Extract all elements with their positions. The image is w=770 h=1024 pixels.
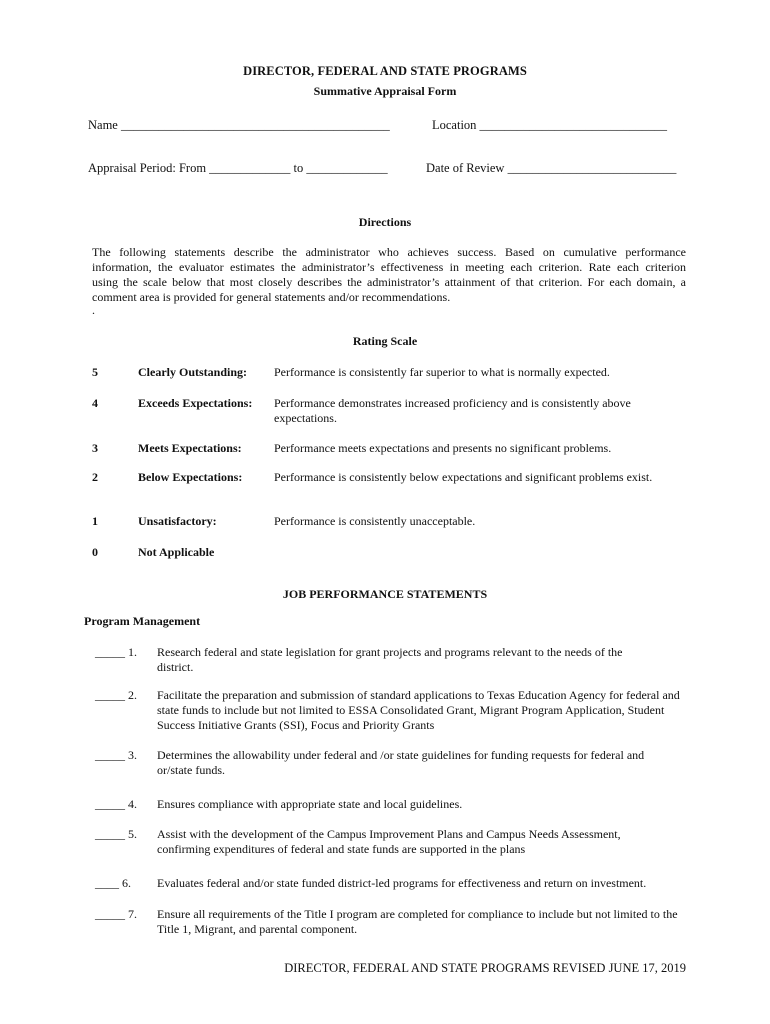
rating-description: Performance is consistently below expectations and significant problems exist. xyxy=(274,470,653,484)
statement-text: Evaluates federal and/or state funded district-led programs for effectiveness and return on investment. xyxy=(157,876,647,890)
rating-score: 0 xyxy=(92,545,98,559)
location-field[interactable]: Location ______________________________ xyxy=(432,118,668,132)
statement-text: Determines the allowability under federal and /or state guidelines for funding requests for federal and or/state funds. xyxy=(157,748,645,777)
rating-description: Performance meets expectations and presents no significant problems. xyxy=(274,441,612,455)
directions-line: comment area is provided for general statements and/or recommendations. xyxy=(92,290,451,304)
rating-label: Meets Expectations: xyxy=(138,441,242,455)
rating-label: Exceeds Expectations: xyxy=(138,396,253,410)
statement-text: Facilitate the preparation and submission of standard applications to Texas Education Agency for federal and state funds to include but not limited to ESSA Consolidated Grant, Migrant Program Application, Student Success Initiative Grants (SSI), Focus and Priority Grants xyxy=(157,688,680,732)
rating-blank[interactable]: _____ 2. xyxy=(95,688,137,702)
date-of-review-field[interactable]: Date of Review ___________________________ xyxy=(426,161,677,175)
rating-blank[interactable]: _____ 5. xyxy=(95,827,137,841)
job-performance-heading: JOB PERFORMANCE STATEMENTS xyxy=(282,587,488,601)
rating-blank[interactable]: _____ 3. xyxy=(95,748,137,762)
rating-description: Performance demonstrates increased proficiency and is consistently above expectations. xyxy=(274,396,631,425)
statement-text: Research federal and state legislation for grant projects and programs relevant to the needs of the district. xyxy=(157,645,623,674)
rating-score: 5 xyxy=(92,365,98,379)
rating-scale-heading: Rating Scale xyxy=(352,334,418,348)
statement-text: Ensures compliance with appropriate state and local guidelines. xyxy=(157,797,463,811)
rating-score: 2 xyxy=(92,470,98,484)
section-heading: Program Management xyxy=(84,614,201,628)
directions-line: using the scale below that most closely describes the administrator’s attainment of that criterion. For each domain, a xyxy=(92,275,686,289)
statement-text: Assist with the development of the Campus Improvement Plans and Campus Needs Assessment, confirming expenditures of federal and state funds are supported in the plans xyxy=(157,827,621,856)
rating-score: 1 xyxy=(92,514,98,528)
directions-paragraph xyxy=(92,245,686,305)
rating-label: Not Applicable xyxy=(138,545,215,559)
rating-score: 4 xyxy=(92,396,98,410)
rating-blank[interactable]: _____ 4. xyxy=(95,797,137,811)
rating-score: 3 xyxy=(92,441,98,455)
rating-label: Clearly Outstanding: xyxy=(138,365,248,379)
rating-label: Unsatisfactory: xyxy=(138,514,217,528)
directions-line: The following statements describe the administrator who achieves success. Based on cumulative performance xyxy=(92,245,686,259)
rating-description: Performance is consistently unacceptable. xyxy=(274,514,476,528)
rating-blank[interactable]: _____ 7. xyxy=(95,907,137,921)
name-field[interactable]: Name ___________________________________________ xyxy=(88,118,390,132)
page-footer: DIRECTOR, FEDERAL AND STATE PROGRAMS REVISED JUNE 17, 2019 xyxy=(284,961,686,975)
form-title: DIRECTOR, FEDERAL AND STATE PROGRAMS xyxy=(243,64,527,78)
form-subtitle: Summative Appraisal Form xyxy=(313,84,457,98)
statement-text: Ensure all requirements of the Title I program are completed for compliance to include but not limited to the Title 1, Migrant, and parental component. xyxy=(157,907,678,936)
rating-label: Below Expectations: xyxy=(138,470,243,484)
rating-blank[interactable]: _____ 1. xyxy=(95,645,137,659)
rating-description: Performance is consistently far superior to what is normally expected. xyxy=(274,365,610,379)
directions-heading: Directions xyxy=(358,215,412,229)
directions-line: information, the evaluator estimates the administrator’s effectiveness in meeting each criterion. Rate each criterion xyxy=(92,260,686,274)
trailing-mark: . xyxy=(92,303,95,317)
rating-blank[interactable]: ____ 6. xyxy=(95,876,131,890)
appraisal-period-field[interactable]: Appraisal Period: From _____________ to _____________ xyxy=(88,161,388,175)
